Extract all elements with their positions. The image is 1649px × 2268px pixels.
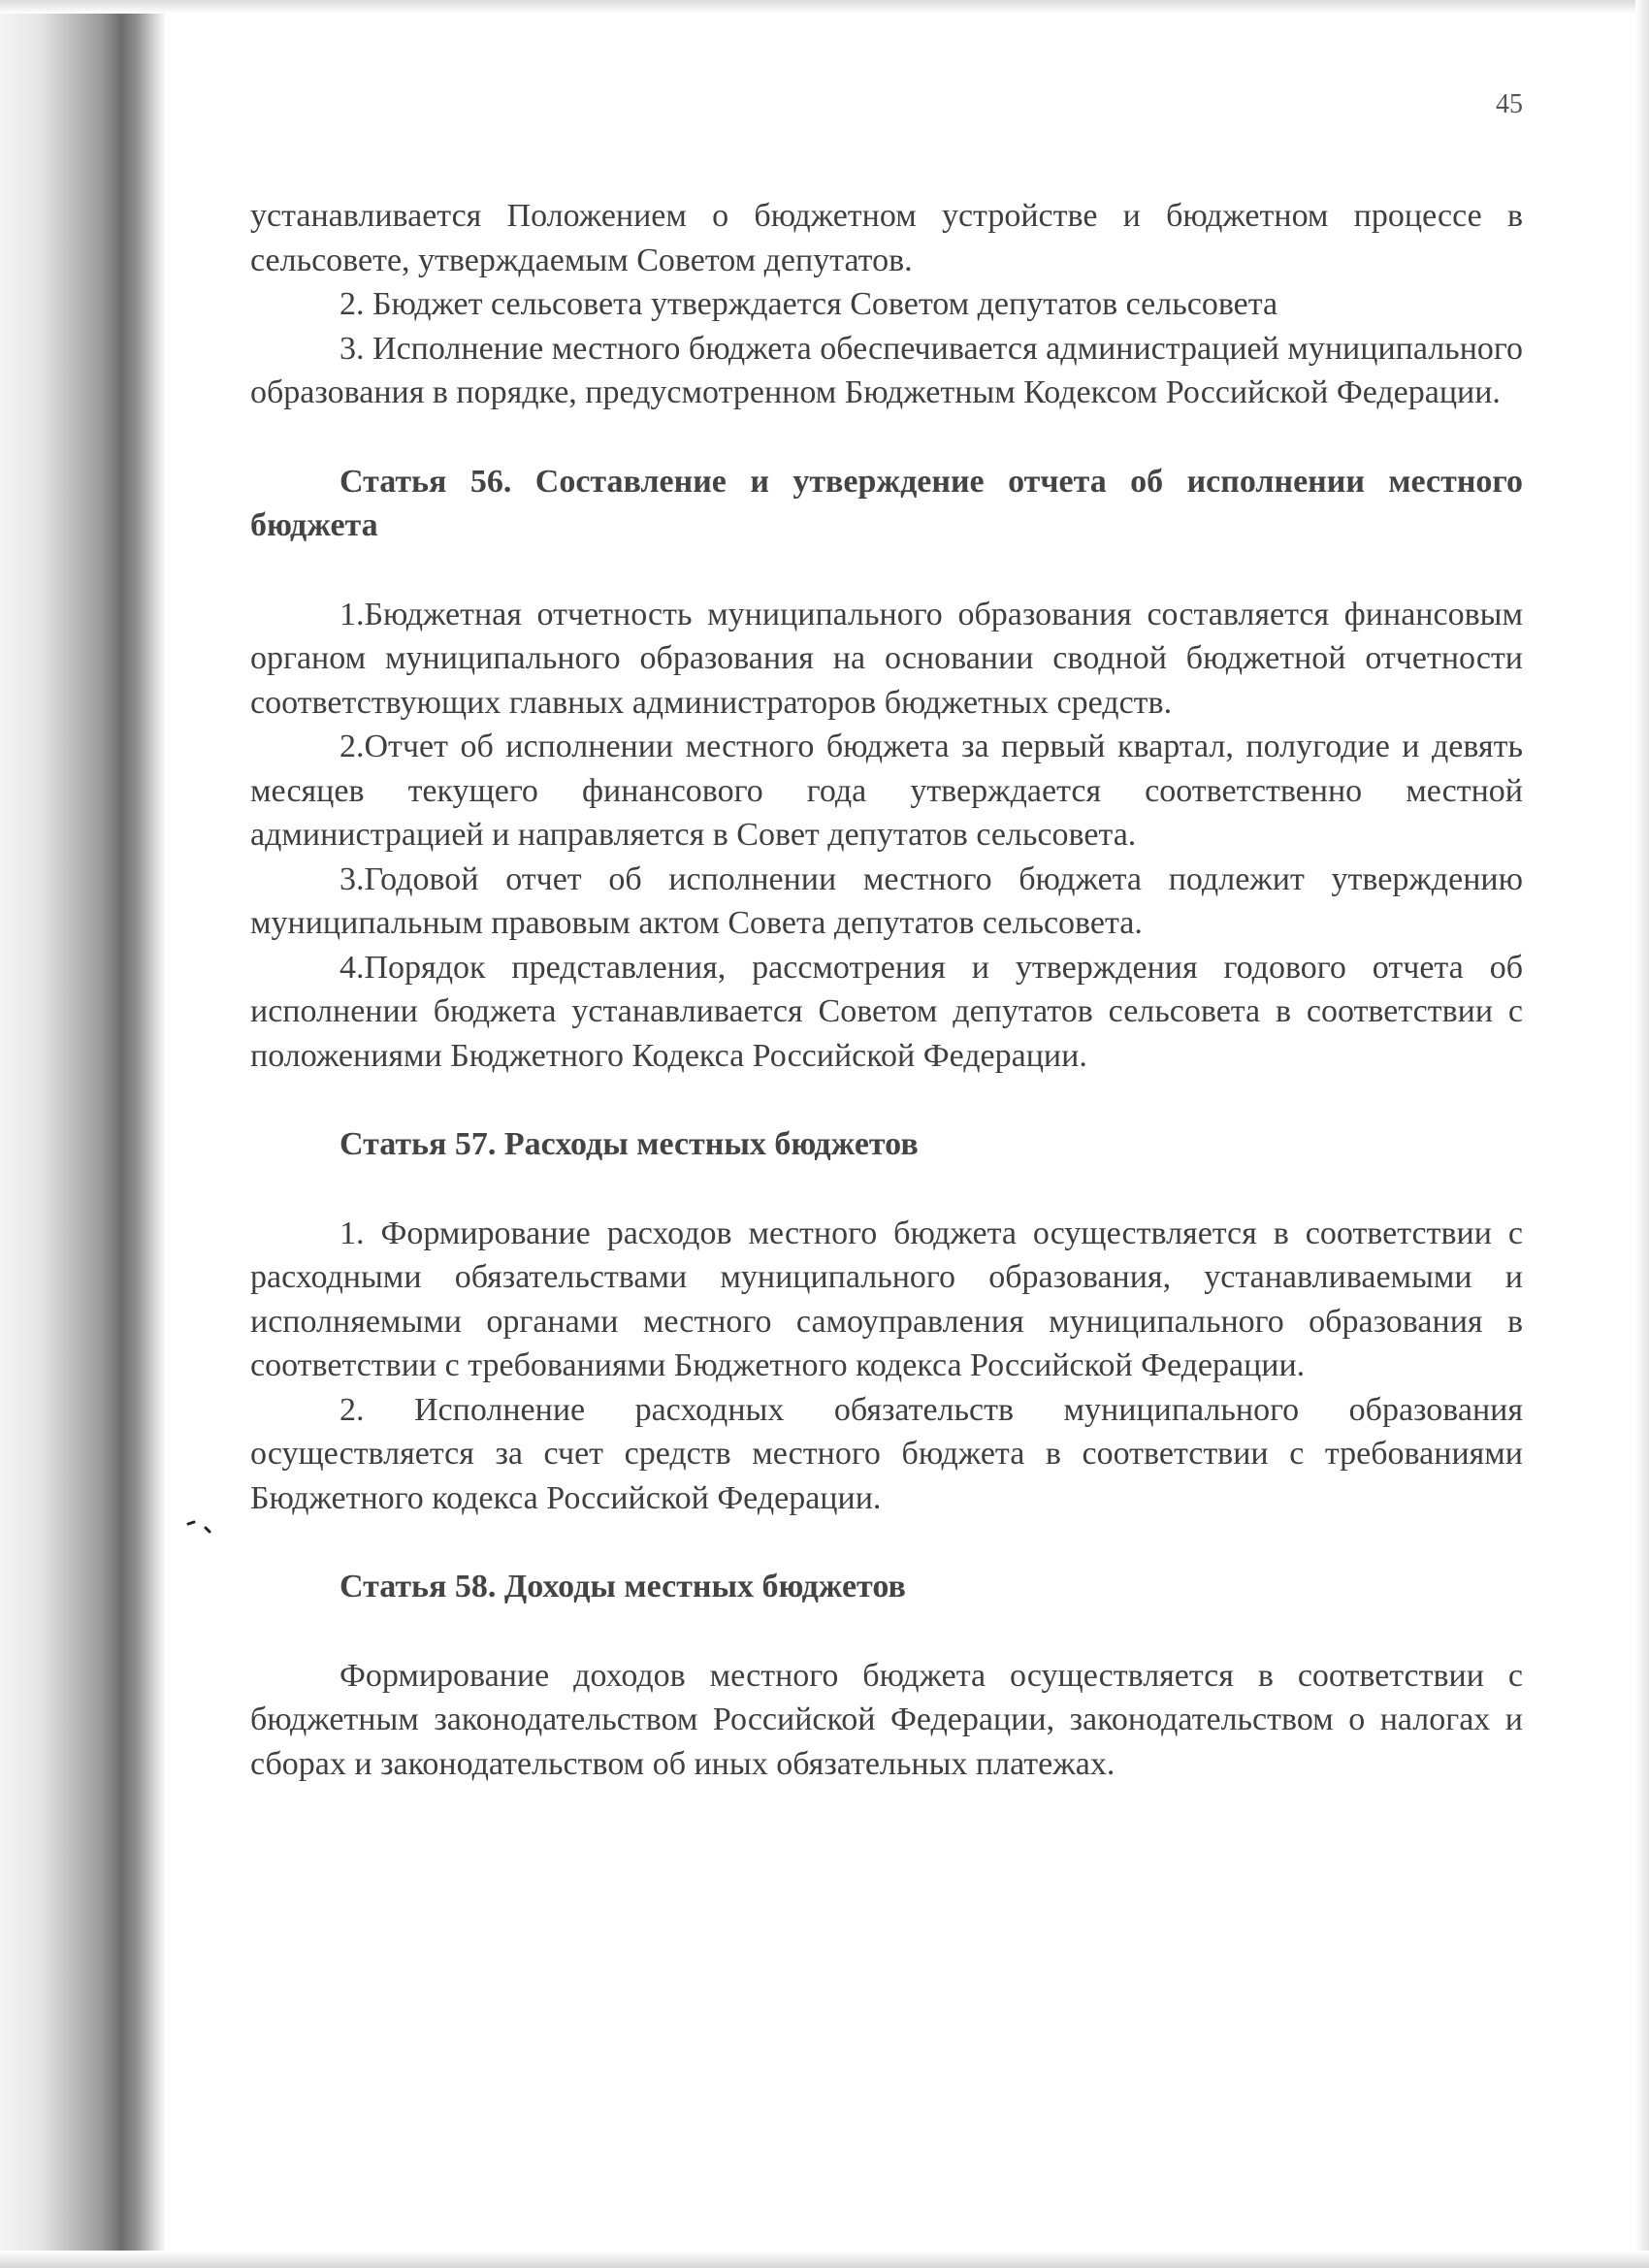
article-58-heading: Статья 58. Доходы местных бюджетов [340,1569,906,1604]
spacer [250,1609,1523,1654]
article-56-paragraph-4: 4.Порядок представления, рассмотрения и утверждения годового отчета об исполнении бюджета устанавливается Советом депутатов сельсовета в соответствии с положениями Бюджетного Кодекса Российской Федерации. [250,949,1523,1074]
scan-top-edge [0,0,1649,14]
article-58-paragraph-1: Формирование доходов местного бюджета осуществляется в соответствии с бюджетным законодательством Российской Федерации, законодательством о налогах и сборах и законодательством об иных обязательных платежах. [250,1657,1523,1782]
spacer [250,1520,1523,1565]
spacer [250,548,1523,593]
scan-binding-shadow [0,0,165,2268]
article-56-paragraph-1: 1.Бюджетная отчетность муниципального образования составляется финансовым органом муниципального образования на основании сводной бюджетной отчетности соответствующих главных администраторов бюджетных средств. [250,596,1523,721]
scan-right-edge [1635,0,1649,2268]
spacer [250,1078,1523,1122]
article-57-heading: Статья 57. Расходы местных бюджетов [340,1126,919,1162]
article-57-paragraph-2: 2. Исполнение расходных обязательств муниципального образования осуществляется за счет средств местного бюджета в соответствии с требованиями Бюджетного кодекса Российской Федерации. [250,1391,1523,1516]
paragraph-budget-approval: 2. Бюджет сельсовета утверждается Советом депутатов сельсовета [340,286,1278,322]
paragraph-budget-execution: 3. Исполнение местного бюджета обеспечивается администрацией муниципального образования в порядке, предусмотренном Бюджетным Кодексом Российской Федерации. [250,330,1523,410]
spacer [250,415,1523,460]
spacer [250,1167,1523,1212]
article-56-heading: Статья 56. Составление и утверждение отчета об исполнении местного бюджета [250,463,1523,543]
scan-bottom-edge [0,2251,1649,2268]
article-56-paragraph-3: 3.Годовой отчет об исполнении местного бюджета подлежит утверждению муниципальным правовым актом Совета депутатов сельсовета. [250,860,1523,941]
ink-mark-left [184,1518,213,1557]
article-57-paragraph-1: 1. Формирование расходов местного бюджета осуществляется в соответствии с расходными обязательствами муниципального образования, устанавливаемыми и исполняемыми органами местного самоуправления муниципального образования в соответствии с требованиями Бюджетного кодекса Российской Федерации. [250,1215,1523,1383]
page-number: 45 [1496,89,1523,119]
document-body [250,194,1523,1786]
paragraph-continued: устанавливается Положением о бюджетном устройстве и бюджетном процессе в сельсовете, утверждаемым Советом депутатов. [250,198,1523,278]
article-56-paragraph-2: 2.Отчет об исполнении местного бюджета за первый квартал, полугодие и девять месяцев текущего финансового года утверждается соответственно местной администрацией и направляется в Совет депутатов сельсовета. [250,729,1523,853]
